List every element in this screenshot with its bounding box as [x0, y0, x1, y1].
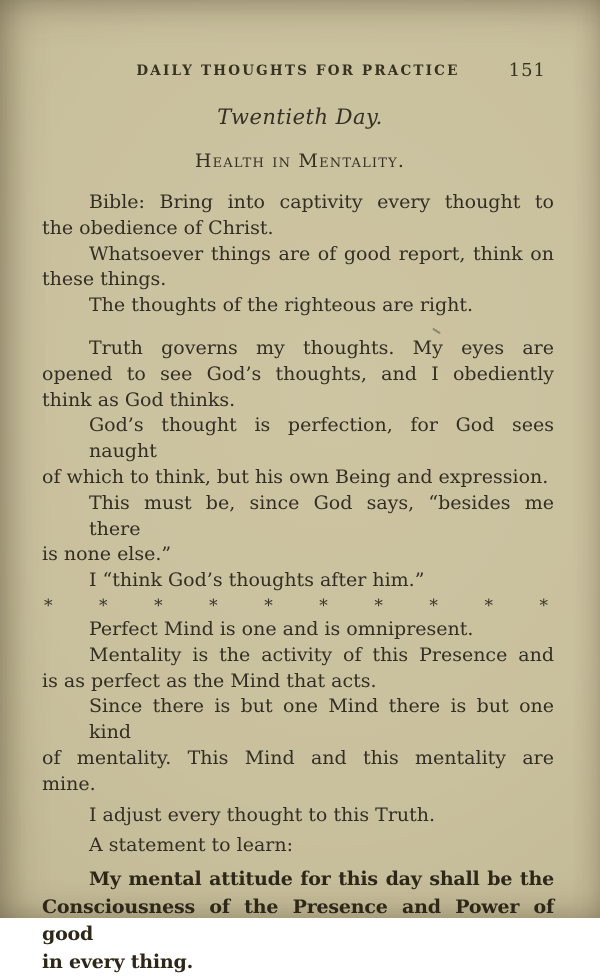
paragraph-line: the obedience of Christ. — [42, 216, 274, 239]
page-header — [42, 60, 554, 83]
paragraph-line: opened to see God’s thoughts, and I obediently — [42, 362, 554, 385]
paragraph-line: think as God thinks. — [42, 388, 236, 411]
paragraph — [42, 568, 554, 594]
paragraph-line: Mentality is the activity of this Presence and — [89, 643, 554, 666]
paragraph-line: I “think God’s thoughts after him.” — [89, 569, 425, 592]
paragraph-line: in every thing. — [42, 950, 194, 973]
paragraph-line: I adjust every thought to this Truth. — [89, 803, 436, 826]
paragraph-line: The thoughts of the righteous are right. — [89, 294, 474, 317]
paragraph-line: God’s thought is perfection, for God sees naught — [89, 414, 554, 463]
paragraph-line: My mental attitude for this day shall be the — [89, 868, 554, 891]
paragraph — [42, 242, 554, 294]
paragraph — [42, 336, 554, 413]
paragraph-line: these things. — [42, 268, 167, 291]
paragraph — [42, 190, 554, 242]
paragraph — [42, 833, 554, 859]
paragraph-line: mine. — [42, 772, 96, 795]
paragraph — [42, 694, 554, 797]
statement-paragraph — [42, 866, 554, 976]
paragraph — [42, 803, 554, 829]
paragraph-line: of mentality. This Mind and this mentality are — [42, 746, 554, 769]
running-header: DAILY THOUGHTS FOR PRACTICE — [136, 63, 460, 79]
paragraph-line: of which to think, but his own Being and expression. — [42, 465, 549, 488]
paragraph-line: Truth governs my thoughts. My eyes are — [89, 336, 554, 359]
paragraph-line: Bible: Bring into captivity every thought to — [89, 191, 554, 213]
asterisk-separator: * * * * * * * * * * — [44, 595, 548, 616]
paragraph — [42, 293, 554, 319]
paragraph-line: Since there is but one Mind there is but one kind — [89, 695, 554, 744]
day-title: Twentieth Day. — [217, 105, 383, 129]
paragraph-line: Perfect Mind is one and is omnipresent. — [89, 617, 474, 640]
paragraph-line: Consciousness of the Presence and Power of good — [42, 895, 554, 946]
paragraph-line: Whatsoever things are of good report, think on — [89, 242, 554, 265]
paragraph — [42, 617, 554, 643]
body-text — [42, 190, 554, 976]
paragraph-line: is none else.” — [42, 543, 172, 566]
page-number: 151 — [508, 60, 546, 81]
paragraph-line: A statement to learn: — [89, 834, 294, 857]
paragraph — [42, 413, 554, 490]
paragraph — [42, 491, 554, 568]
paragraph-line: This must be, since God says, “besides me there — [89, 491, 554, 540]
paragraph — [42, 643, 554, 695]
paragraph-line: is as perfect as the Mind that acts. — [42, 669, 377, 692]
section-title: Health in Mentality. — [194, 150, 406, 172]
